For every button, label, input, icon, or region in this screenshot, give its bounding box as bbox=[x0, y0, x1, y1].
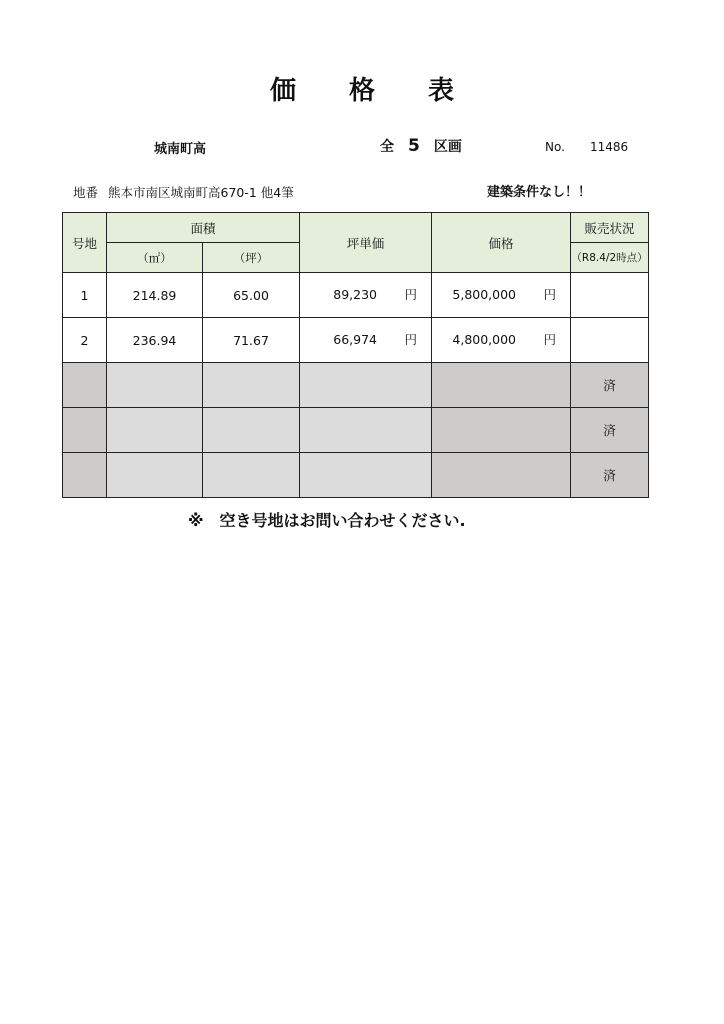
price-cell bbox=[432, 453, 571, 498]
lot-number: 2 bbox=[63, 318, 107, 363]
price-yen: 円 bbox=[543, 332, 557, 347]
header-price: 価格 bbox=[432, 213, 571, 273]
header-lot: 号地 bbox=[63, 213, 107, 273]
unit-price-cell bbox=[300, 453, 432, 498]
header-area-m2: （㎡） bbox=[107, 243, 203, 273]
area-m2 bbox=[107, 453, 203, 498]
sale-status bbox=[571, 318, 649, 363]
lot-address bbox=[73, 183, 294, 201]
lot-number: 1 bbox=[63, 273, 107, 318]
header-area-tsubo: （坪） bbox=[203, 243, 300, 273]
document-number-label: No. bbox=[545, 140, 565, 154]
page-title: 価 格 表 bbox=[269, 76, 477, 106]
sale-status: 済 bbox=[571, 453, 649, 498]
area-tsubo: 65.00 bbox=[203, 273, 300, 318]
header-unit-price: 坪単価 bbox=[300, 213, 432, 273]
vacancy-inquiry-note: ※ 空き号地はお問い合わせください. bbox=[188, 511, 466, 530]
area-name: 城南町高 bbox=[154, 142, 207, 157]
area-m2: 214.89 bbox=[107, 273, 203, 318]
area-tsubo bbox=[203, 453, 300, 498]
lot-number bbox=[63, 363, 107, 408]
lot-number bbox=[63, 408, 107, 453]
lot-count-suffix: 区画 bbox=[433, 139, 462, 155]
area-tsubo: 71.67 bbox=[203, 318, 300, 363]
area-m2 bbox=[107, 408, 203, 453]
sale-status bbox=[571, 273, 649, 318]
area-m2 bbox=[107, 363, 203, 408]
document-number bbox=[545, 140, 628, 154]
unit-price-yen: 円 bbox=[404, 287, 418, 302]
price: 5,800,000 bbox=[452, 287, 517, 302]
area-tsubo bbox=[203, 408, 300, 453]
table-row-sold bbox=[63, 363, 649, 408]
area-tsubo bbox=[203, 363, 300, 408]
lot-number bbox=[63, 453, 107, 498]
table-row-sold bbox=[63, 453, 649, 498]
price-table bbox=[62, 212, 649, 498]
header-status-date: （R8.4/2時点） bbox=[571, 243, 649, 273]
table-row bbox=[63, 318, 649, 363]
price-cell bbox=[432, 273, 571, 318]
document-number-value: 11486 bbox=[590, 140, 629, 154]
header-status: 販売状況 bbox=[571, 213, 649, 243]
unit-price: 66,974 bbox=[333, 332, 378, 347]
header-area: 面積 bbox=[107, 213, 300, 243]
price-cell bbox=[432, 318, 571, 363]
table-row bbox=[63, 273, 649, 318]
unit-price-cell bbox=[300, 273, 432, 318]
table-row-sold bbox=[63, 408, 649, 453]
sale-status: 済 bbox=[571, 363, 649, 408]
price-yen: 円 bbox=[543, 287, 557, 302]
sale-status: 済 bbox=[571, 408, 649, 453]
lot-count-prefix: 全 bbox=[380, 139, 394, 155]
area-m2: 236.94 bbox=[107, 318, 203, 363]
price-cell bbox=[432, 363, 571, 408]
building-condition-note: 建築条件なし！！ bbox=[487, 185, 592, 200]
price-cell bbox=[432, 408, 571, 453]
price: 4,800,000 bbox=[452, 332, 517, 347]
unit-price: 89,230 bbox=[333, 287, 378, 302]
unit-price-cell bbox=[300, 318, 432, 363]
unit-price-yen: 円 bbox=[404, 332, 418, 347]
lot-count bbox=[380, 136, 462, 156]
lot-count-number: 5 bbox=[408, 136, 420, 156]
lot-address-value: 熊本市南区城南町高670-1 他4筆 bbox=[108, 185, 294, 200]
lot-address-label: 地番 bbox=[73, 185, 99, 200]
unit-price-cell bbox=[300, 363, 432, 408]
unit-price-cell bbox=[300, 408, 432, 453]
